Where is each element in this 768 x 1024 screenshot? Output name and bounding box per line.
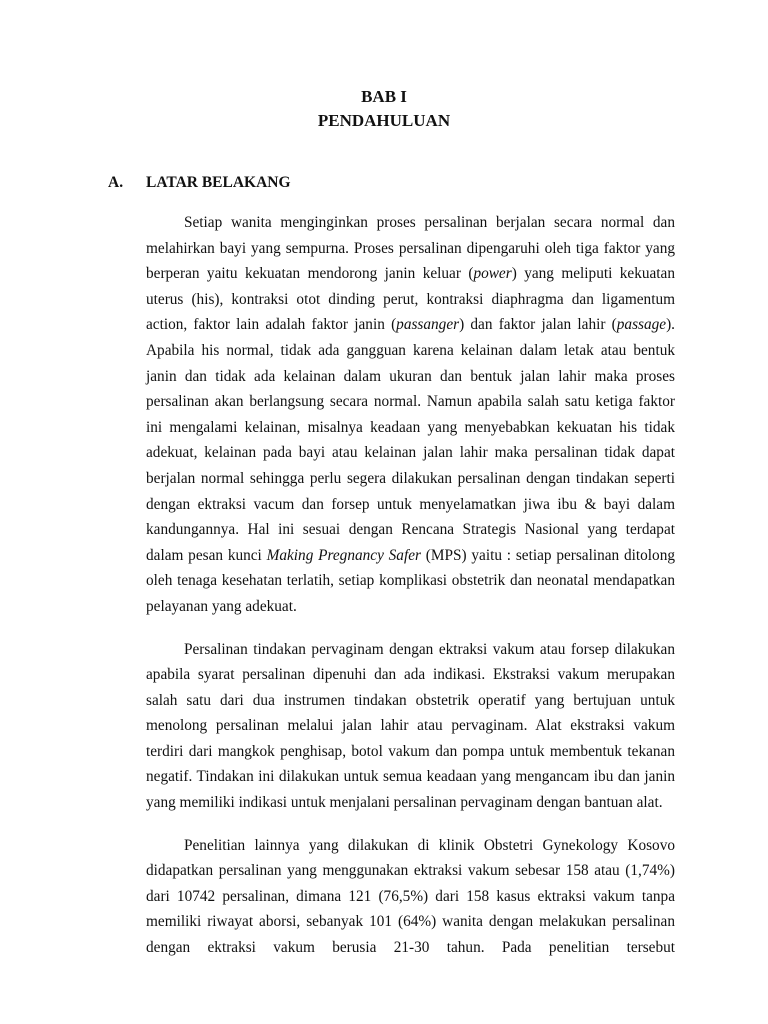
text-run: menolong persalinan melalui jalan lahir atau pervaginam. Alat ekstraksi vakum (146, 717, 675, 735)
text-run: dalam pesan kunci (146, 546, 267, 564)
text-run: terdiri dari mangkok penghisap, botol vakum dan pompa untuk membentuk tekanan (146, 742, 675, 760)
text-line (146, 492, 675, 518)
text-run: memiliki riwayat aborsi, sebanyak 101 (64%) wanita dengan melakukan persalinan (146, 913, 675, 931)
text-run: oleh tenaga kesehatan terlatih, setiap komplikasi obstetrik dan neonatal mendapatkan (146, 572, 675, 590)
text-line (146, 713, 675, 739)
text-run: janin dan tidak ada kelainan dalam ukuran dan bentuk jalan lahir maka proses (146, 367, 675, 385)
chapter-title: BAB I (361, 87, 407, 106)
text-line (146, 236, 675, 262)
text-run: (MPS) yaitu : setiap persalinan ditolong (420, 546, 675, 564)
text-line (146, 466, 675, 492)
text-run: negatif. Tindakan ini dilakukan untuk semua keadaan yang mengancam ibu dan janin (146, 768, 675, 786)
text-line (146, 517, 675, 543)
text-run: salah satu dari dua instrumen tindakan obstetrik operatif yang bertujuan untuk (146, 691, 675, 709)
text-line (146, 662, 675, 688)
text-run: melahirkan bayi yang sempurna. Proses persalinan dipengaruhi oleh tiga faktor yang (146, 239, 675, 257)
text-line (146, 440, 675, 466)
text-run: ) yang meliputi kekuatan (511, 265, 675, 283)
italic-term: Making Pregnancy Safer (266, 546, 421, 564)
italic-term: power (473, 265, 512, 283)
paragraph (146, 833, 675, 961)
text-line (146, 935, 675, 961)
text-run: ). (666, 316, 675, 334)
text-run: apabila syarat persalinan dipenuhi dan ada indikasi. Ekstraksi vakum merupakan (146, 666, 675, 684)
text-run: yang memiliki indikasi untuk menjalani persalinan pervaginam dengan bantuan alat. (146, 794, 663, 812)
paragraph (146, 210, 675, 620)
text-run: dengan ektraksi vacum dan forsep untuk menyelamatkan jiwa ibu & bayi dalam (146, 495, 675, 513)
text-line (146, 884, 675, 910)
text-run: Persalinan tindakan pervaginam dengan ektraksi vakum atau forsep dilakukan (184, 640, 675, 658)
paragraph-gap (146, 620, 675, 637)
text-line (146, 568, 675, 594)
text-line (146, 764, 675, 790)
text-run: kandungannya. Hal ini sesuai dengan Rencana Strategis Nasional yang terdapat (146, 521, 675, 539)
text-line (146, 261, 675, 287)
chapter-subtitle: PENDAHULUAN (317, 111, 451, 130)
text-run: ) dan faktor jalan lahir ( (459, 316, 617, 334)
text-line (146, 594, 675, 620)
paragraph-gap (146, 816, 675, 833)
text-line (146, 739, 675, 765)
text-run: ini mengalami kelainan, misalnya keadaan yang menyebabkan kekuatan his tidak (146, 418, 675, 436)
text-line (146, 637, 675, 663)
text-run: Setiap wanita menginginkan proses persalinan berjalan secara normal dan (184, 214, 675, 231)
text-line (146, 909, 675, 935)
paragraph (146, 637, 675, 816)
text-run: Apabila his normal, tidak ada gangguan karena kelainan dalam letak atau bentuk (146, 341, 675, 359)
body-text (146, 210, 675, 961)
text-run: pelayanan yang adekuat. (146, 597, 297, 615)
section-heading (108, 173, 291, 193)
text-line (146, 312, 675, 338)
text-line (146, 210, 675, 236)
text-run: berjalan normal sehingga perlu segera dilakukan persalinan dengan tindakan seperti (146, 469, 675, 487)
text-line (146, 287, 675, 313)
text-run: berperan yaitu kekuatan mendorong janin keluar ( (146, 265, 474, 283)
text-line (146, 389, 675, 415)
text-run: dari 10742 persalinan, dimana 121 (76,5%) dari 158 kasus ektraksi vakum tanpa (146, 887, 675, 905)
text-run: action, faktor lain adalah faktor janin ( (146, 316, 397, 334)
text-line (146, 364, 675, 390)
text-line (146, 688, 675, 714)
text-run: didapatkan persalinan yang menggunakan ektraksi vakum sebesar 158 atau (1,74%) (146, 862, 675, 880)
text-line (146, 415, 675, 441)
italic-term: passanger (396, 316, 460, 334)
text-run: Penelitian lainnya yang dilakukan di klinik Obstetri Gynekology Kosovo (184, 836, 675, 854)
text-run: adekuat, kelainan pada bayi atau kelainan jalan lahir maka persalinan tidak dapat (146, 444, 675, 462)
text-line (146, 833, 675, 859)
text-line (146, 858, 675, 884)
text-run: persalinan akan berlangsung secara normal. Namun apabila salah satu ketiga faktor (146, 393, 675, 411)
section-title: LATAR BELAKANG (146, 174, 291, 191)
text-line (146, 790, 675, 816)
section-letter: A. (108, 174, 124, 191)
text-line (146, 338, 675, 364)
text-run: dengan ektraksi vakum berusia 21-30 tahun. Pada penelitian tersebut (146, 939, 675, 957)
text-line (146, 543, 675, 569)
italic-term: passage (616, 316, 667, 334)
text-run: uterus (his), kontraksi otot dinding perut, kontraksi diaphragma dan ligamentum (146, 290, 675, 308)
